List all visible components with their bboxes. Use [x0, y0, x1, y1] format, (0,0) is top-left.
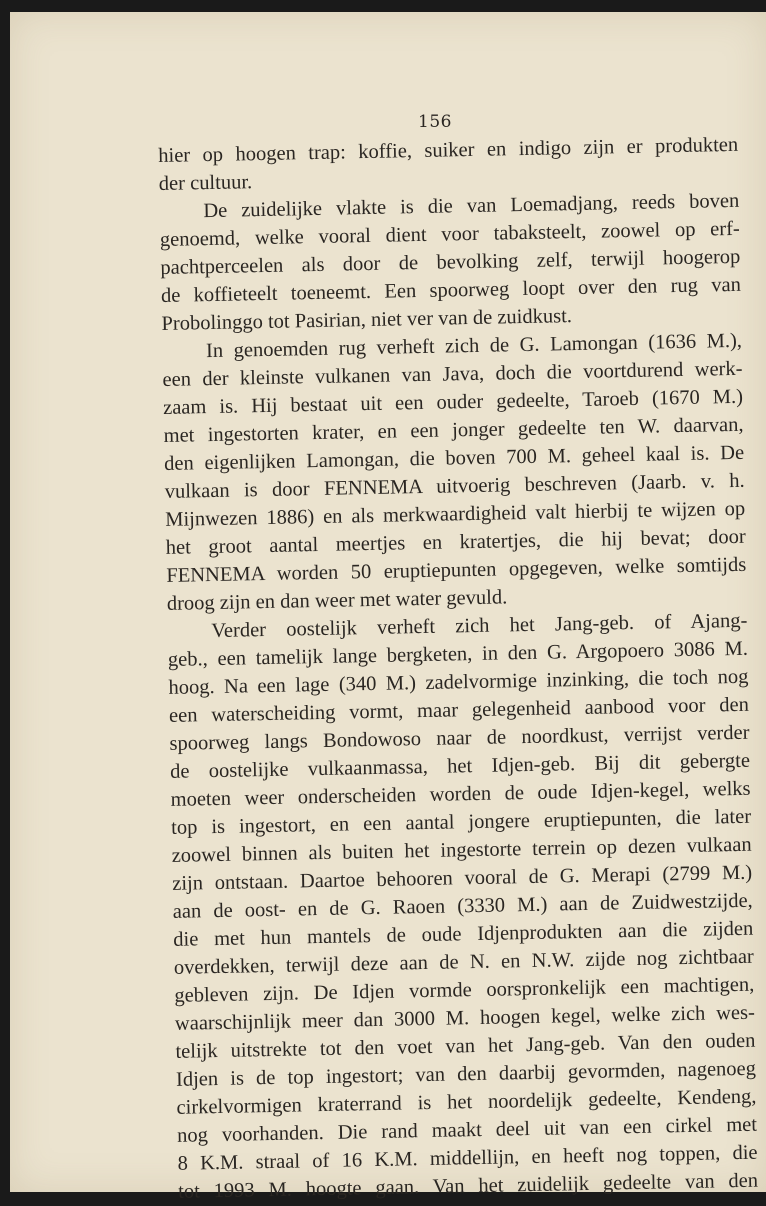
text-line: het groot aantal meertjes en kratertjes, die hij bevat; door: [165, 525, 746, 559]
body-text: [158, 131, 758, 1206]
text-line: In genoemden rug verheft zich de G. Lamongan (1636 M.),: [205, 329, 743, 363]
text-line: 8 K.M. straal of 16 K.M. middellijn, en heeft nog toppen, die: [177, 1141, 758, 1175]
text-line: een waterscheiding vormt, maar gelegenheid aanbood voor den: [168, 693, 750, 727]
text-line: aan de oost- en de G. Raoen (3330 M.) aan de Zuidwestzijde,: [172, 889, 753, 923]
text-line: tot 1993 M. hoogte gaan. Van het zuidelijk gedeelte van den: [177, 1169, 759, 1203]
text-line: gebleven zijn. De Idjen vormde oorspronkelijk een machtigen,: [174, 973, 755, 1007]
text-line: FENNEMA worden 50 eruptiepunten opgegeven, welke somtijds: [166, 553, 747, 587]
text-line: vulkaan is door FENNEMA uitvoerig beschreven (Jaarb. v. h.: [164, 469, 745, 503]
text-line: telijk uitstrekte tot den voet van het Jang-geb. Van den ouden: [175, 1029, 756, 1063]
text-line: droog zijn en dan weer met water gevuld.: [166, 586, 508, 615]
text-line: geb., een tamelijk lange bergketen, in den G. Argopoero 3086 M.: [167, 637, 749, 671]
text-line: Probolinggo tot Pasirian, niet ver van de zuidkust.: [161, 305, 573, 335]
text-line: de koffieteelt toeneemt. Een spoorweg loopt over den rug van: [160, 273, 742, 307]
text-line: moeten weer onderscheiden worden de oude Idjen-kegel, welks: [170, 777, 751, 811]
text-line: Verder oostelijk verheft zich het Jang-geb. of Ajang-: [211, 609, 748, 643]
text-line: met ingestorten krater, en een jonger gedeelte ten W. daarvan,: [163, 413, 744, 447]
text-line: zaam is. Hij bestaat uit een ouder gedeelte, Taroeb (1670 M.): [162, 385, 744, 419]
text-line: der cultuur.: [158, 171, 253, 195]
text-line: pachtperceelen als door de bevolking zelf, terwijl hoogerop: [160, 245, 741, 279]
text-line: zijn ontstaan. Daartoe behooren vooral de G. Merapi (2799 M.): [172, 861, 753, 895]
text-line: zoowel binnen als buiten het ingestorte terrein op dezen vulkaan: [171, 833, 752, 867]
text-line: die met hun mantels de oude Idjenprodukten aan die zijden: [173, 917, 754, 951]
text-line: hier op hoogen trap: koffie, suiker en indigo zijn er produkten: [158, 133, 739, 167]
text-line: genoemd, welke vooral dient voor tabaksteelt, zoowel op erf-: [159, 217, 740, 251]
text-line: hoog. Na een lage (340 M.) zadelvormige inzinking, die toch nog: [168, 665, 749, 699]
text-line: een der kleinste vulkanen van Java, doch die voortdurend werk-: [162, 357, 743, 391]
text-line: overdekken, terwijl deze aan de N. en N.W. zijde nog zichtbaar: [173, 945, 754, 979]
text-line: nog voorhanden. Die rand maakt deel uit van een cirkel met: [176, 1113, 758, 1147]
text-line: cirkelvormigen kraterrand is het noordelijk gedeelte, Kendeng,: [176, 1085, 757, 1119]
text-line: Mijnwezen 1886) en als merkwaardigheid valt hierbij te wijzen op: [165, 497, 746, 531]
text-line: de oostelijke vulkaanmassa, het Idjen-geb. Bij dit gebergte: [169, 749, 751, 783]
text-line: waarschijnlijk meer dan 3000 M. hoogen kegel, welke zich wes-: [174, 1001, 756, 1035]
text-line: spoorweg langs Bondowoso naar de noordkust, verrijst verder: [169, 721, 750, 755]
text-line: den eigenlijken Lamongan, die boven 700 M. geheel kaal is. De: [163, 441, 745, 475]
text-line: Idjen is de top ingestort; van den daarbij gevormden, nagenoeg: [175, 1057, 757, 1091]
text-line: top is ingestort, en een aantal jongere eruptiepunten, die later: [170, 805, 752, 839]
page-number: 156: [418, 112, 452, 132]
text-line: De zuidelijke vlakte is die van Loemadjang, reeds boven: [203, 189, 740, 223]
